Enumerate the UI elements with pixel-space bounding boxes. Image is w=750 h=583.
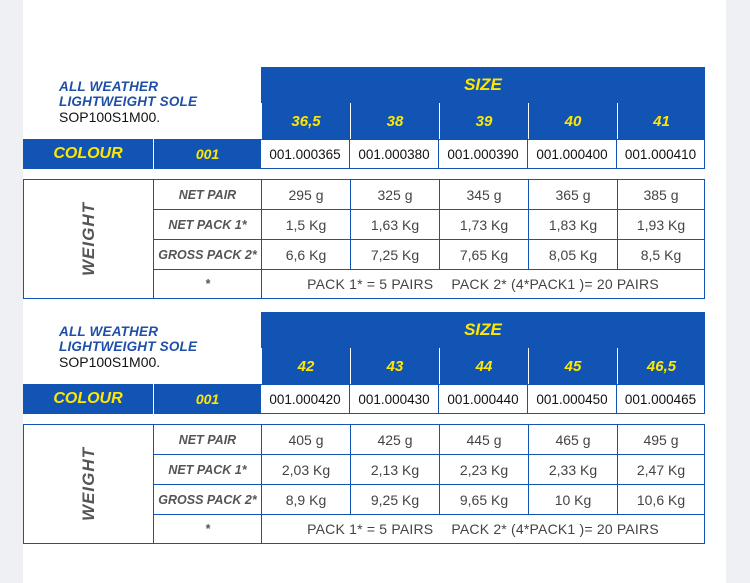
colour-code-cell: 001.000410 <box>617 139 705 169</box>
size-cell: 45 <box>528 348 617 384</box>
row-label: NET PACK 1* <box>154 455 262 484</box>
weight-value-cell: 2,33 Kg <box>529 455 618 484</box>
size-cell: 39 <box>439 103 528 139</box>
product-title <box>59 324 197 354</box>
weight-value-cell: 2,03 Kg <box>262 455 351 484</box>
pack2-note: PACK 2* (4*PACK1 )= 20 PAIRS <box>451 276 659 292</box>
pack-note <box>262 270 704 298</box>
weight-row <box>154 210 704 240</box>
pack-note-row <box>154 515 704 543</box>
row-label: GROSS PACK 2* <box>154 485 262 514</box>
pack-note <box>262 515 704 543</box>
weight-value-cell: 385 g <box>643 186 679 203</box>
weight-value-cell: 345 g <box>440 180 529 209</box>
size-cell: 43 <box>350 348 439 384</box>
product-sheet <box>23 0 726 583</box>
colour-code-cell: 001.000390 <box>439 139 528 169</box>
weight-value-cell: 8,9 Kg <box>262 485 351 514</box>
product-code: SOP100S1M00. <box>59 109 161 125</box>
weight-label: WEIGHT <box>79 447 98 521</box>
colour-label: COLOUR <box>23 384 153 414</box>
title-line: ALL WEATHER <box>59 79 159 94</box>
weight-label: WEIGHT <box>79 202 98 276</box>
product-code: SOP100S1M00. <box>59 354 161 370</box>
note-marker: * <box>154 270 262 298</box>
colour-value: 001 <box>153 139 261 169</box>
weight-value-cell: 9,65 Kg <box>440 485 529 514</box>
weight-value-cell: 365 g <box>529 180 618 209</box>
row-label: GROSS PACK 2* <box>154 240 262 269</box>
size-cell: 41 <box>617 103 705 139</box>
pack1-note: PACK 1* = 5 PAIRS <box>307 276 434 292</box>
weight-value-cell: 8,05 Kg <box>529 240 618 269</box>
weight-row <box>154 455 704 485</box>
colour-code-cell: 001.000450 <box>528 384 617 414</box>
weight-row <box>154 425 704 455</box>
weight-value-cell: 445 g <box>440 425 529 454</box>
colour-code-cell: 001.000430 <box>350 384 439 414</box>
row-label: NET PAIR <box>154 425 262 454</box>
weight-value-cell: 10,6 Kg <box>636 491 686 508</box>
colour-code-cell: 001.000420 <box>261 384 350 414</box>
colour-code-cell: 001.000365 <box>261 139 350 169</box>
weight-value-cell: 1,5 Kg <box>262 210 351 239</box>
title-line: LIGHTWEIGHT SOLE <box>59 94 198 109</box>
weight-value-cell: 1,63 Kg <box>351 210 440 239</box>
size-cell: 36,5 <box>261 103 350 139</box>
colour-code-cell: 001.000440 <box>439 384 528 414</box>
size-header: SIZE <box>261 312 705 348</box>
size-header: SIZE <box>261 67 705 103</box>
pack-note-row <box>154 270 704 298</box>
size-cell: 38 <box>350 103 439 139</box>
size-cell: 44 <box>439 348 528 384</box>
weight-value-cell: 9,25 Kg <box>351 485 440 514</box>
row-label: NET PACK 1* <box>154 210 262 239</box>
weight-value-cell: 2,47 Kg <box>636 461 686 478</box>
weight-value-cell: 295 g <box>262 180 351 209</box>
table-header <box>23 312 726 392</box>
weight-label-cell <box>24 425 154 543</box>
weight-value-cell: 2,13 Kg <box>351 455 440 484</box>
weight-table <box>23 424 705 544</box>
weight-value-cell: 325 g <box>351 180 440 209</box>
weight-row <box>154 180 704 210</box>
weight-value-cell: 7,25 Kg <box>351 240 440 269</box>
weight-value-cell: 1,83 Kg <box>529 210 618 239</box>
size-cell: 46,5 <box>617 348 705 384</box>
weight-value-cell: 425 g <box>351 425 440 454</box>
colour-label: COLOUR <box>23 139 153 169</box>
product-title <box>59 79 197 109</box>
weight-value-cell: 10 Kg <box>529 485 618 514</box>
weight-row <box>154 240 704 270</box>
weight-row <box>154 485 704 515</box>
size-cell: 40 <box>528 103 617 139</box>
table-header <box>23 67 726 147</box>
colour-value: 001 <box>153 384 261 414</box>
title-line: LIGHTWEIGHT SOLE <box>59 339 198 354</box>
colour-code-cell: 001.000380 <box>350 139 439 169</box>
colour-code-cell: 001.000465 <box>617 384 705 414</box>
size-cell: 42 <box>261 348 350 384</box>
title-line: ALL WEATHER <box>59 324 159 339</box>
product-table-block <box>23 67 726 307</box>
colour-row <box>23 384 705 414</box>
weight-value-cell: 8,5 Kg <box>640 246 682 263</box>
weight-value-cell: 1,93 Kg <box>636 216 686 233</box>
weight-table <box>23 179 705 299</box>
colour-code-cell: 001.000400 <box>528 139 617 169</box>
pack2-note: PACK 2* (4*PACK1 )= 20 PAIRS <box>451 521 659 537</box>
colour-row <box>23 139 705 169</box>
weight-value-cell: 6,6 Kg <box>262 240 351 269</box>
weight-value-cell: 2,23 Kg <box>440 455 529 484</box>
note-marker: * <box>154 515 262 543</box>
row-label: NET PAIR <box>154 180 262 209</box>
weight-value-cell: 1,73 Kg <box>440 210 529 239</box>
size-row <box>261 103 705 139</box>
pack1-note: PACK 1* = 5 PAIRS <box>307 521 434 537</box>
weight-value-cell: 495 g <box>643 431 679 448</box>
weight-value-cell: 405 g <box>262 425 351 454</box>
weight-value-cell: 7,65 Kg <box>440 240 529 269</box>
size-row <box>261 348 705 384</box>
weight-value-cell: 465 g <box>529 425 618 454</box>
product-table-block <box>23 312 726 552</box>
weight-label-cell <box>24 180 154 298</box>
